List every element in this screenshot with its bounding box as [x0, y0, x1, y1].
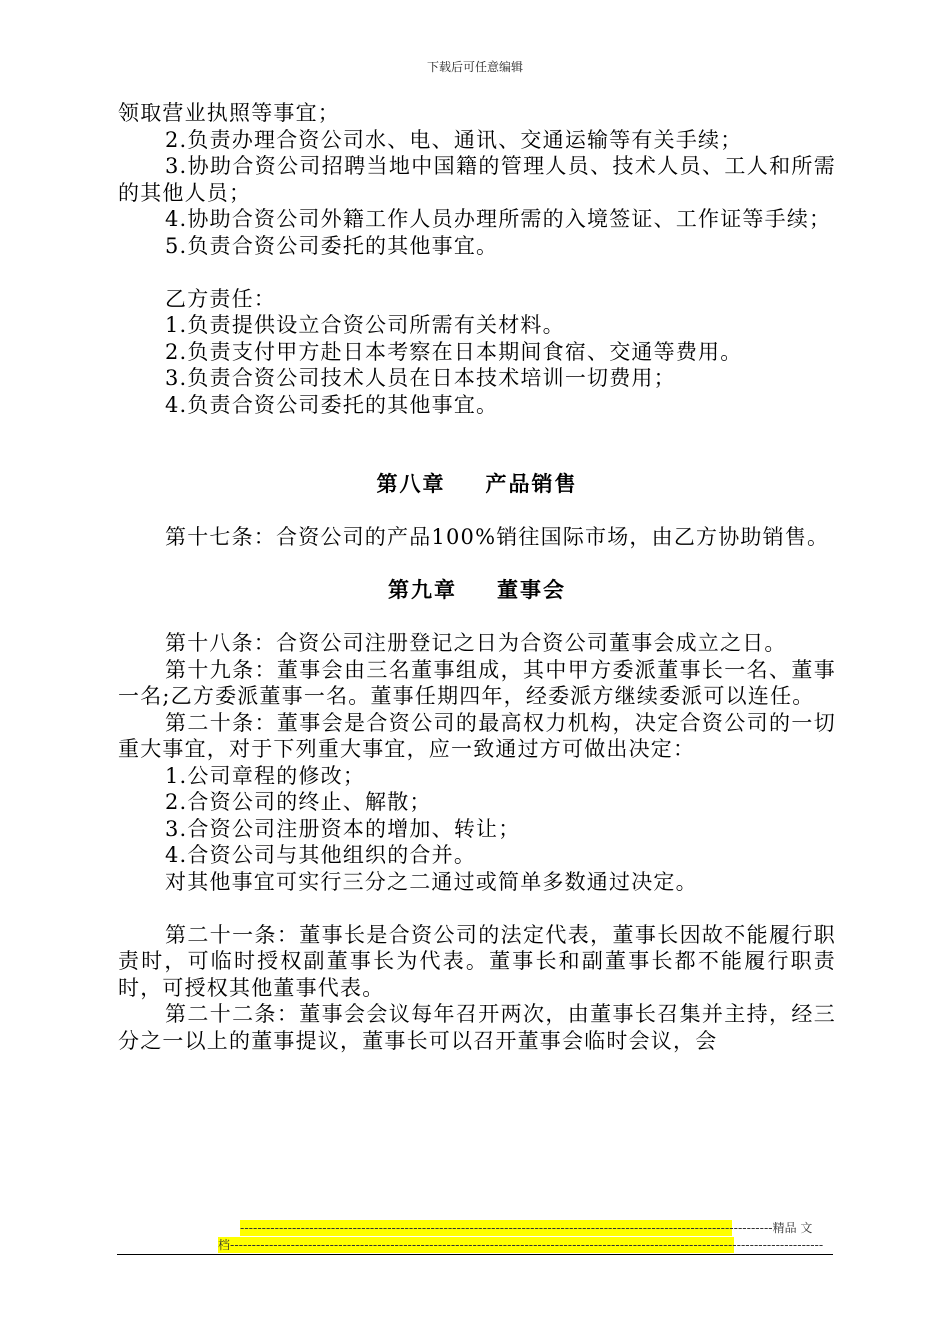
- body-paragraph: 第十八条：合资公司注册登记之日为合资公司董事会成立之日。: [165, 631, 787, 655]
- body-paragraph: 对其他事宜可实行三分之二通过或简单多数通过决定。: [165, 869, 698, 894]
- chapter-title: 产品销售: [485, 472, 578, 496]
- body-paragraph: 3.合资公司注册资本的增加、转让；: [165, 816, 521, 841]
- body-paragraph: 4.负责合资公司委托的其他事宜。: [165, 392, 499, 417]
- chapter-label: 第八章: [376, 472, 446, 496]
- chapter-label: 第九章: [388, 578, 457, 602]
- body-paragraph: 第二十一条：董事长是合资公司的法定代表，董事长因故不能履行职责时，可临时授权副董事长为代表。董事长和副董事长都不能履行职责时，可授权其他董事代表。: [118, 922, 836, 1000]
- footer-watermark-line1: ---------------------------------------------------------------------------------------------------------------------------精品 文: [240, 1221, 813, 1235]
- body-paragraph: 领取营业执照等事宜；: [118, 101, 340, 125]
- paragraph-gap: [118, 895, 836, 922]
- body-paragraph: 1.公司章程的修改；: [165, 763, 366, 788]
- paragraph-gap: [118, 604, 836, 631]
- body-paragraph: 3.协助合资公司招聘当地中国籍的管理人员、技术人员、工人和所需的其他人员；: [118, 154, 836, 205]
- paragraph-gap: [118, 445, 836, 472]
- body-paragraph: 2.负责办理合资公司水、电、通讯、交通运输等有关手续；: [165, 127, 743, 152]
- body-paragraph: 第十七条：合资公司的产品100%销往国际市场，由乙方协助销售。: [165, 525, 830, 549]
- body-paragraph: 2.合资公司的终止、解散；: [165, 790, 432, 814]
- body-paragraph: 乙方责任：: [165, 286, 276, 311]
- body-paragraph: 1.负责提供设立合资公司所需有关材料。: [165, 313, 565, 337]
- footer-watermark-line2: 档-----------------------------------------------------------------------------------------------------------------------------------------: [218, 1238, 824, 1252]
- body-paragraph: 2.负责支付甲方赴日本考察在日本期间食宿、交通等费用。: [165, 339, 743, 364]
- document-body: [118, 100, 836, 1054]
- footer-divider: [117, 1254, 833, 1255]
- chapter-heading: [118, 577, 836, 604]
- chapter-title: 董事会: [497, 578, 566, 602]
- paragraph-gap: [118, 498, 836, 525]
- paragraph-gap: [118, 418, 836, 445]
- body-paragraph: 3.负责合资公司技术人员在日本技术培训一切费用；: [165, 366, 676, 390]
- body-paragraph: 4.合资公司与其他组织的合并。: [165, 843, 477, 867]
- body-paragraph: 5.负责合资公司委托的其他事宜。: [165, 233, 499, 258]
- page-header: 下载后可任意编辑: [426, 60, 523, 74]
- body-paragraph: 第二十条：董事会是合资公司的最高权力机构，决定合资公司的一切重大事宜，对于下列重大事宜，应一致通过方可做出决定：: [118, 710, 836, 761]
- paragraph-gap: [118, 259, 836, 286]
- body-paragraph: 第二十二条：董事会会议每年召开两次，由董事长召集并主持，经三分之一以上的董事提议，董事长可以召开董事会临时会议，会: [118, 1002, 836, 1053]
- paragraph-gap: [118, 551, 836, 578]
- body-paragraph: 第十九条：董事会由三名董事组成，其中甲方委派董事长一名、董事一名;乙方委派董事一名。董事任期四年，经委派方继续委派可以连任。: [118, 657, 836, 708]
- body-paragraph: 4.协助合资公司外籍工作人员办理所需的入境签证、工作证等手续；: [165, 207, 832, 231]
- chapter-heading: [118, 471, 836, 498]
